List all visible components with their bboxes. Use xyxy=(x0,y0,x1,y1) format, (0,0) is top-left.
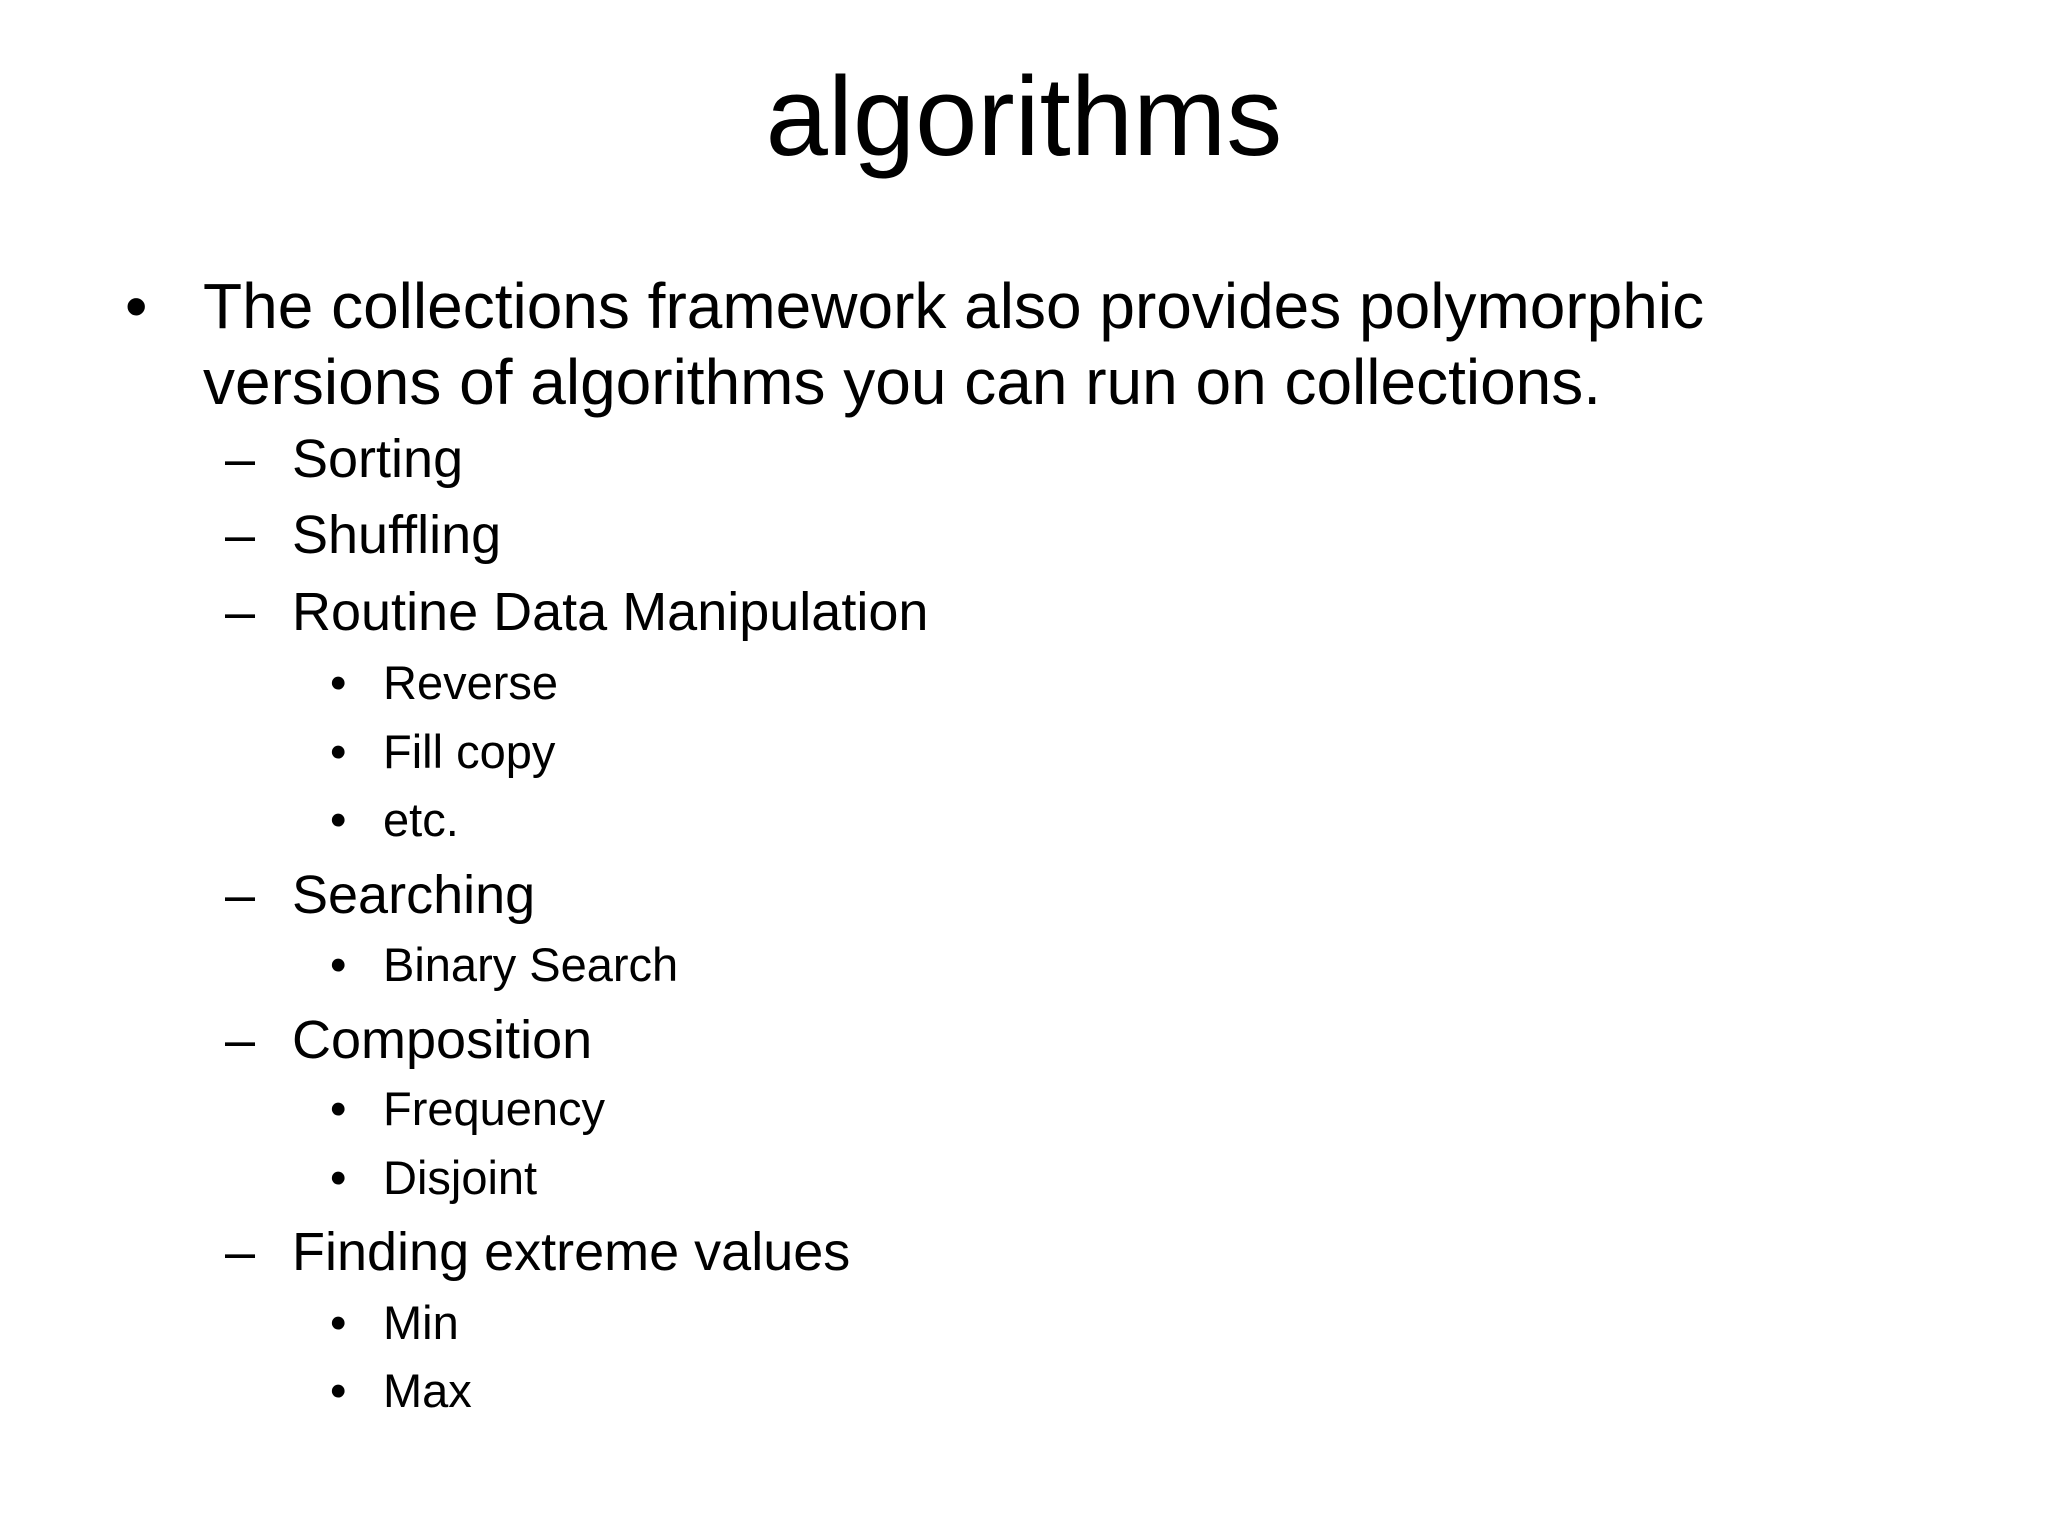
bullet-marker: • xyxy=(330,1082,347,1135)
bullet-marker: • xyxy=(330,656,347,709)
bullet-marker: • xyxy=(330,1151,347,1204)
sub-sub-item-label: etc. xyxy=(383,793,459,846)
main-bullet-line-2: versions of algorithms you can run on collections. xyxy=(203,346,1602,418)
sub-sub-item-label: Frequency xyxy=(383,1082,606,1135)
slide-title: algorithms xyxy=(765,54,1283,179)
bullet-marker: • xyxy=(330,725,347,778)
dash-marker: – xyxy=(225,1010,256,1070)
sub-sub-item-label: Disjoint xyxy=(383,1151,538,1204)
main-bullet xyxy=(125,268,2025,420)
dash-marker: – xyxy=(225,1222,256,1282)
bullet-marker: • xyxy=(330,793,347,846)
sub-item-label: Searching xyxy=(292,865,536,925)
sub-item-label: Routine Data Manipulation xyxy=(292,582,929,642)
sub-sub-item-label: Min xyxy=(383,1296,459,1349)
dash-marker: – xyxy=(225,429,256,489)
sub-item-label: Sorting xyxy=(292,429,464,489)
main-bullet-line-1: The collections framework also provides polymorphic xyxy=(203,270,1705,342)
sub-sub-item-label: Binary Search xyxy=(383,938,679,991)
dash-marker: – xyxy=(225,865,256,925)
sub-item-label: Composition xyxy=(292,1010,593,1070)
bullet-marker: • xyxy=(330,1296,347,1349)
bullet-marker: • xyxy=(330,938,347,991)
dash-marker: – xyxy=(225,505,256,565)
sub-sub-item-label: Reverse xyxy=(383,656,559,709)
sub-sub-item-label: Fill copy xyxy=(383,725,556,778)
dash-marker: – xyxy=(225,582,256,642)
sub-item-label: Finding extreme values xyxy=(292,1222,851,1282)
bullet-marker: • xyxy=(125,270,148,342)
sub-sub-item-label: Max xyxy=(383,1364,472,1417)
sub-item-label: Shuffling xyxy=(292,505,502,565)
bullet-marker: • xyxy=(330,1364,347,1417)
